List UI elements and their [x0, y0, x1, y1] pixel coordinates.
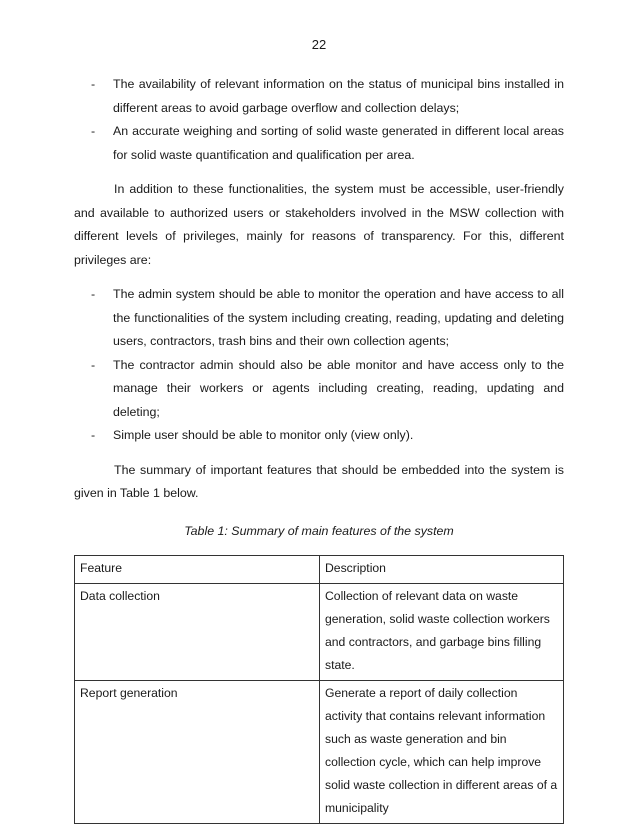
table-cell-feature: Report generation	[75, 680, 320, 823]
table-header-cell: Feature	[75, 555, 320, 583]
list-item-text: The availability of relevant information on the status of municipal bins installed in different areas to avoid garbage overflow and collection delays;	[113, 77, 564, 115]
list-item-text: Simple user should be able to monitor only (view only).	[113, 428, 414, 442]
paragraph-summary-intro: The summary of important features that should be embedded into the system is given in Table 1 below.	[74, 462, 564, 500]
page-number: 22	[311, 37, 327, 52]
privileges-bullet-list	[74, 283, 564, 448]
list-item	[91, 354, 564, 425]
bullet-marker: -	[91, 287, 96, 301]
bullet-marker: -	[91, 428, 96, 442]
features-table	[74, 555, 564, 824]
list-item	[91, 424, 564, 448]
bullet-marker: -	[91, 124, 96, 138]
table-caption: Table 1: Summary of main features of the system	[184, 523, 454, 538]
list-item	[91, 283, 564, 354]
table-header-cell: Description	[320, 555, 564, 583]
availability-bullet-list	[74, 73, 564, 167]
paragraph-privileges-intro: In addition to these functionalities, the system must be accessible, user-friendly and available to authorized users or stakeholders involved in the MSW collection with different levels of privileges, mainly for reasons of transparency. For this, different privileges are:	[74, 182, 564, 267]
list-item-text: The contractor admin should also be able monitor and have access only to the manage their workers or agents including creating, reading, updating and deleting;	[113, 357, 564, 419]
bullet-marker: -	[91, 77, 96, 91]
table-cell-description: Generate a report of daily collection activity that contains relevant information such as waste generation and bin collection cycle, which can help improve solid waste collection in different areas of a municipality	[320, 680, 564, 823]
list-item-text: The admin system should be able to monitor the operation and have access to all the functionalities of the system including creating, reading, updating and deleting users, contractors, trash bins and their own collection agents;	[113, 287, 564, 348]
list-item	[91, 73, 564, 120]
table-row	[75, 583, 564, 680]
table-cell-description: Collection of relevant data on waste generation, solid waste collection workers and contractors, and garbage bins filling state.	[320, 583, 564, 680]
table-cell-feature: Data collection	[75, 583, 320, 680]
table-header-row	[75, 555, 564, 583]
table-row	[75, 680, 564, 823]
bullet-marker: -	[91, 357, 96, 372]
list-item-text: An accurate weighing and sorting of solid waste generated in different local areas for solid waste quantification and qualification per area.	[113, 124, 564, 162]
list-item	[91, 120, 564, 167]
page-content	[74, 73, 564, 824]
